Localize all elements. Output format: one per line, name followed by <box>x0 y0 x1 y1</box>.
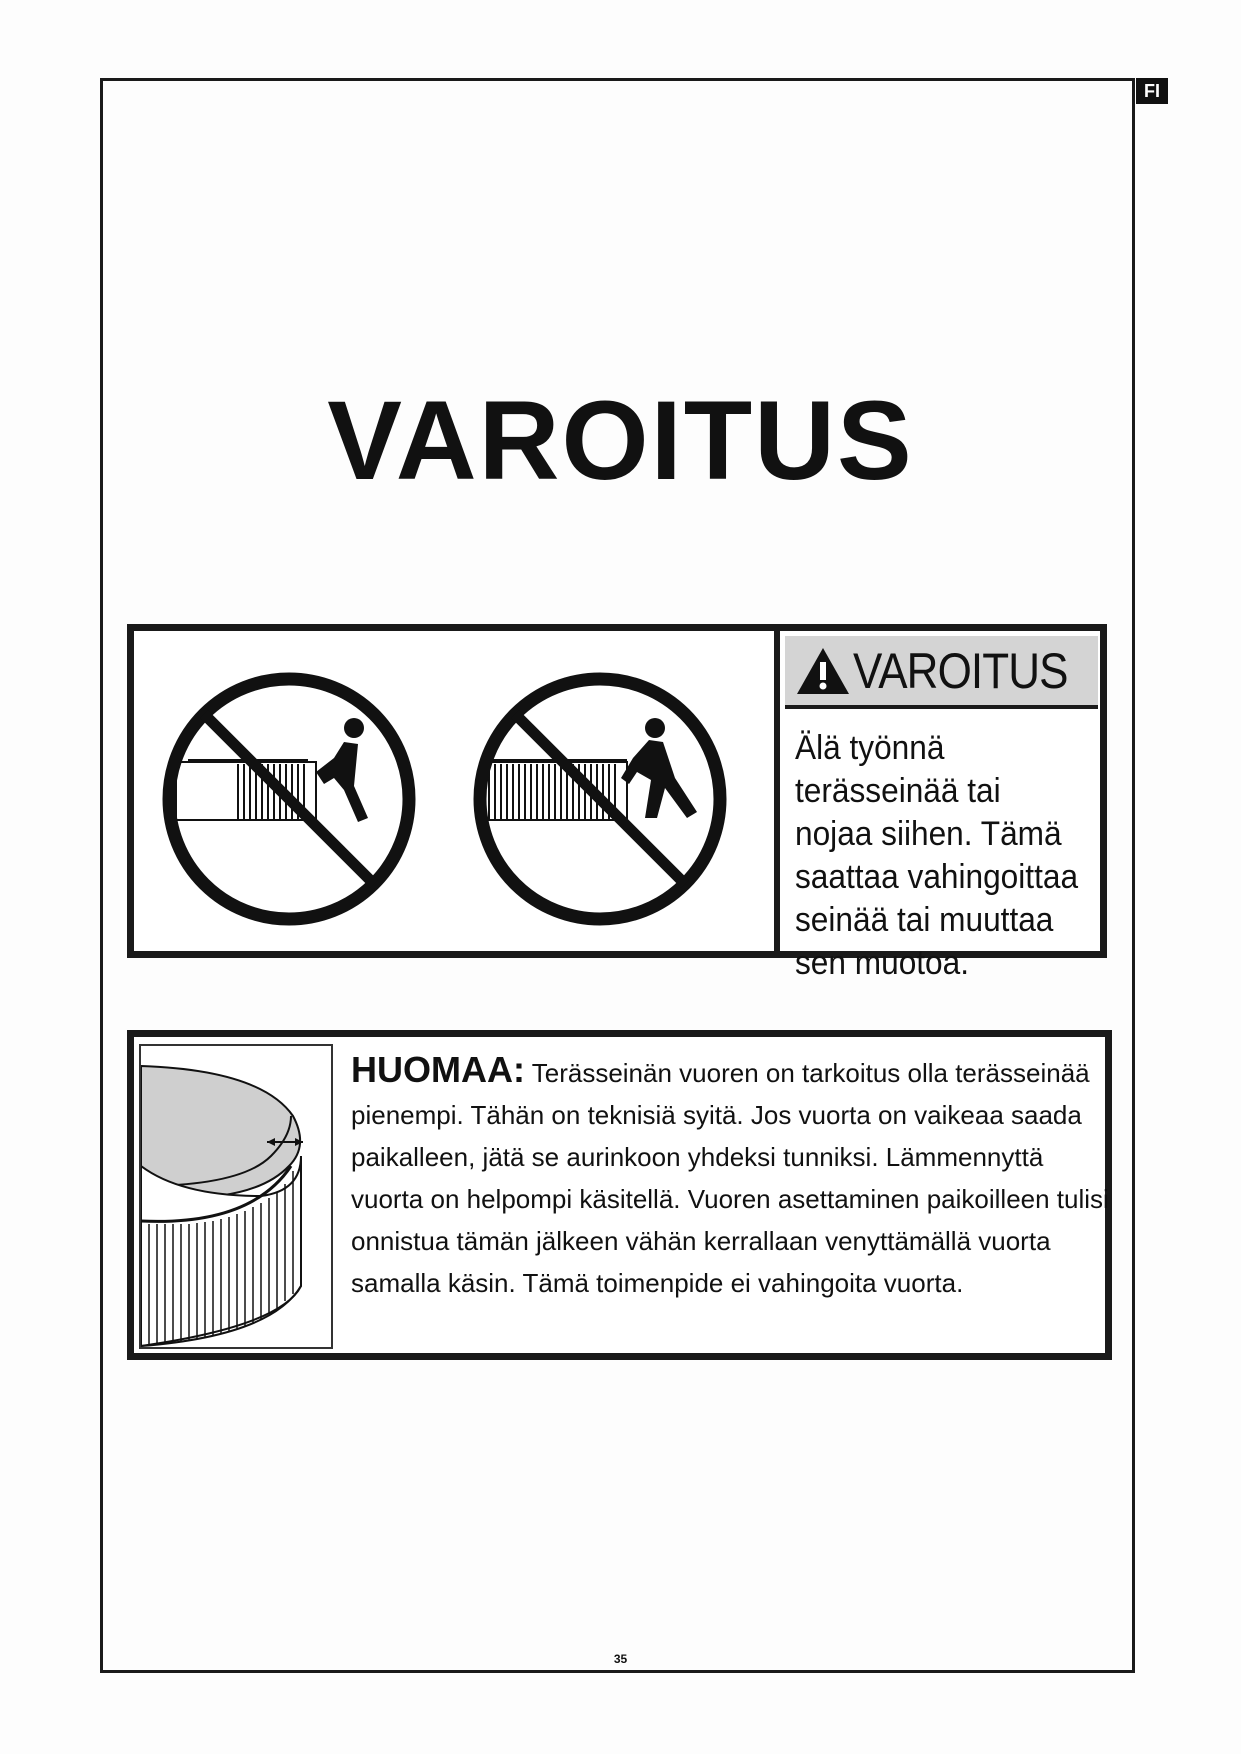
warning-header-label: VAROITUS <box>853 642 1068 699</box>
pool-liner-illustration <box>139 1044 333 1349</box>
note-text <box>351 1049 1111 1304</box>
warning-divider <box>774 631 780 951</box>
no-pushing-icon <box>469 668 731 930</box>
page-title: VAROITUS <box>327 378 914 503</box>
warning-text: Älä työnnä terässeinää tai nojaa siihen. Tämä saattaa vahingoittaa seinää tai muuttaa sen muotoa. <box>795 729 1079 982</box>
warning-header <box>785 636 1098 709</box>
no-leaning-icon <box>158 668 420 930</box>
note-label: HUOMAA: <box>351 1049 525 1090</box>
page-number: 35 <box>613 1652 628 1666</box>
language-badge: FI <box>1136 78 1168 104</box>
note-panel <box>127 1030 1112 1360</box>
warning-panel <box>127 624 1107 982</box>
warning-triangle-icon <box>795 646 851 696</box>
note-body: Terässeinän vuoren on tarkoitus olla terässeinää pienempi. Tähän on teknisiä syitä. Jos vuorta on vaikeaa saada paikalleen, jätä se aurinkoon yhdeksi tunniksi. Lämmennyttä vuorta on helpompi käsitellä. Vuoren asettaminen paikoilleen tulisi onnistua tämän jälkeen vähän kerrallaan venyttämällä vuorta samalla käsin. Tämä toimenpide ei vahingoita vuorta. <box>351 1058 1109 1298</box>
